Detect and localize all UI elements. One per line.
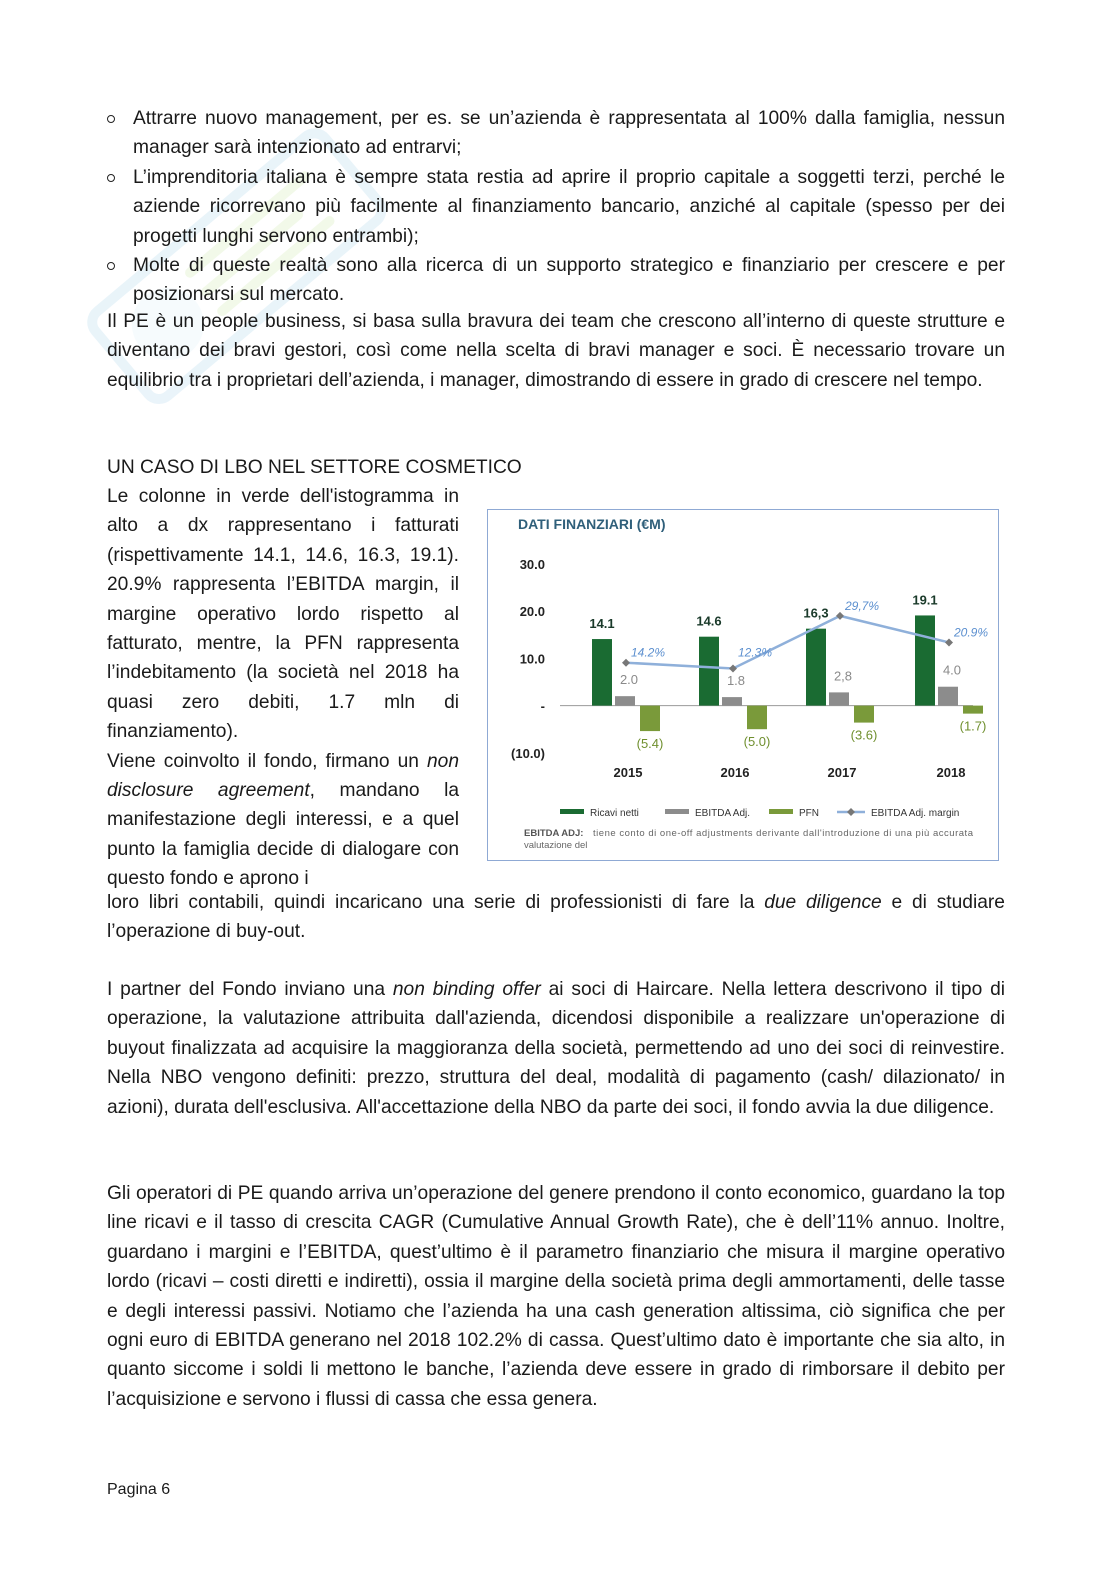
chart-note-line: valutazione del <box>524 840 588 851</box>
legend-label: EBITDA Adj. margin <box>871 808 960 819</box>
text-run: ai soci di Haircare. Nella lettera descrivono il tipo di operazione, la valutazione attribuita dall'azienda, dicendosi disponibile a realizzare un'operazione di buyout finalizzata ad acquisire la maggioranza della società, permettendo ad uno dei soci di reinvestire. Nella NBO vengono definiti: prezzo, struttura del deal, modalità di pagamento (cash/ dilazionato/ in azioni), durata dell'esclusiva. All'accettazione della NBO da parte dei soci, il fondo avvia la due diligence. <box>107 979 1005 1118</box>
data-label-ricavi: 19.1 <box>912 592 938 608</box>
data-label-ebitda: 4.0 <box>942 662 962 678</box>
data-label-ebitda: 1.8 <box>726 673 746 689</box>
bar-pfn <box>854 706 874 723</box>
italic-term: non disclosure agreement <box>107 750 459 802</box>
legend-label: Ricavi netti <box>590 808 639 819</box>
data-label-pfn: (5.4) <box>636 736 664 752</box>
y-tick-label: - <box>540 698 545 714</box>
paragraph-nda <box>107 751 459 890</box>
italic-term: due diligence <box>764 892 882 913</box>
text-run: I partner del Fondo inviano una <box>107 979 393 1000</box>
bullet-list <box>107 104 1005 310</box>
bar-ebitda-adj <box>615 696 635 705</box>
paragraph-due-diligence <box>107 888 1005 947</box>
list-item <box>107 163 1005 251</box>
chart-note-label: EBITDA ADJ: <box>524 828 584 839</box>
bullet-text: L’imprenditoria italiana è sempre stata restia ad aprire il proprio capitale a soggetti terzi, perché le aziende ricorrevano più facilmente al finanziamento bancario, anziché al capitale (spesso per dei progetti lunghi servono entrambi); <box>133 166 1005 247</box>
text-run: , mandano la manifestazione degli interessi, e a quel punto la famiglia decide di dialogare con questo fondo e aprono i <box>107 780 459 890</box>
line-marker-point <box>945 638 953 646</box>
bar-ebitda-adj <box>722 697 742 705</box>
legend-swatch <box>560 809 584 814</box>
y-tick-label: 30.0 <box>519 557 545 572</box>
bar-pfn <box>640 706 660 731</box>
paragraph-chart-description: Le colonne in verde dell'istogramma in alto a dx rappresentano i fatturati (rispettivamente 14.1, 14.6, 16.3, 19.1). 20.9% rappresenta l’EBITDA margin, il margine operativo lordo rispetto al fatturato, mentre, la PFN rappresenta l’indebitamento (la società nel 2018 ha quasi zero debiti, 1.7 mln di finanziamento). <box>107 486 459 743</box>
text-run: Viene coinvolto il fondo, firmano un <box>107 750 427 772</box>
data-label-margin: 14.2% <box>630 645 666 660</box>
text-run: e di studiare l’operazione di buy-out. <box>107 892 1005 943</box>
data-label-ebitda: 2.0 <box>619 672 639 688</box>
data-label-ricavi: 16,3 <box>803 605 829 621</box>
legend-marker <box>847 808 855 816</box>
bar-ricavi-netti <box>699 637 719 706</box>
bullet-text: Molte di queste realtà sono alla ricerca di un supporto strategico e finanziario per crescere e per posizionarsi sul mercato. <box>133 255 1005 306</box>
legend-swatch <box>665 809 689 814</box>
data-label-margin: 20.9% <box>953 625 989 640</box>
page-number: Pagina 6 <box>107 1481 171 1498</box>
bar-ricavi-netti <box>915 615 935 705</box>
legend-label: PFN <box>799 808 819 819</box>
data-label-ebitda: 2,8 <box>833 668 853 684</box>
data-label-ricavi: 14.6 <box>696 613 722 629</box>
italic-term: non binding offer <box>392 979 541 1000</box>
bar-ricavi-netti <box>592 639 612 706</box>
line-marker-point <box>729 664 737 672</box>
text-run: loro libri contabili, quindi incaricano una serie di professionisti di fare la <box>107 892 765 913</box>
y-tick-label: (10.0) <box>511 745 545 761</box>
list-item <box>107 251 1005 310</box>
y-tick-label: 20.0 <box>519 604 545 620</box>
bar-pfn <box>963 706 983 714</box>
bar-ebitda-adj <box>938 687 958 706</box>
bar-pfn <box>747 706 767 730</box>
data-label-ricavi: 14.1 <box>589 616 615 632</box>
data-label-margin: 12.3% <box>737 645 773 660</box>
line-marker-point <box>836 612 844 620</box>
data-label-margin: 29,7% <box>844 598 880 613</box>
x-tick-label: 2018 <box>936 764 966 780</box>
legend-swatch <box>769 809 793 814</box>
bullet-text: Attrarre nuovo management, per es. se un’azienda è rappresentata al 100% dalla famiglia, nessun manager sarà intenzionato ad entrarvi; <box>133 108 1005 159</box>
bar-ricavi-netti <box>806 629 826 706</box>
list-item <box>107 104 1005 163</box>
chart-canvas <box>488 510 998 860</box>
bar-ebitda-adj <box>829 692 849 705</box>
left-column-text <box>107 482 459 894</box>
chart-title: DATI FINANZIARI (€M) <box>518 516 666 532</box>
data-label-pfn: (5.0) <box>743 734 771 750</box>
x-tick-label: 2015 <box>613 764 643 780</box>
y-tick-label: 10.0 <box>519 651 545 667</box>
legend-label: EBITDA Adj. <box>695 808 751 819</box>
paragraph-pe-operators: Gli operatori di PE quando arriva un’operazione del genere prendono il conto economico, guardano la top line ricavi e il tasso di crescita CAGR (Cumulative Annual Growth Rate), che è dell’11% annuo. Inoltre, guardano i margini e l’EBITDA, quest’ultimo è il parametro finanziario che misura il margine operativo lordo (ricavi – costi diretti e indiretti), ossia il margine della società prima degli ammortamenti, delle tasse e degli interessi passivi. Notiamo che l’azienda ha una cash generation altissima, ciò significa che per ogni euro di EBITDA generano nel 2018 102.2% di cassa. Quest’ultimo dato è importante che sia alto, in quanto siccome i soldi li mettono le banche, l’azienda deve essere in grado di rimborsare il debito per l’acquisizione e servono i flussi di cassa che essa genera. <box>107 1183 1005 1410</box>
x-tick-label: 2016 <box>720 764 750 780</box>
bullet-circle-icon <box>107 115 115 123</box>
bullet-circle-icon <box>107 262 115 270</box>
chart-note-line: tiene conto di one-off adjustments derivante dall'introduzione di una più accurata <box>593 828 973 839</box>
bullet-circle-icon <box>107 174 115 182</box>
section-heading: UN CASO DI LBO NEL SETTORE COSMETICO <box>107 457 522 478</box>
x-tick-label: 2017 <box>827 764 857 780</box>
line-marker-point <box>622 659 630 667</box>
data-label-pfn: (3.6) <box>850 727 878 743</box>
paragraph-pe: Il PE è un people business, si basa sulla bravura dei team che crescono all’interno di queste strutture e diventano dei bravi gestori, così come nella scelta di bravi manager e soci. È necessario trovare un equilibrio tra i proprietari dell’azienda, i manager, dimostrando di essere in grado di crescere nel tempo. <box>107 311 1005 391</box>
financial-chart <box>487 509 999 861</box>
data-label-pfn: (1.7) <box>959 718 987 734</box>
paragraph-nbo <box>107 975 1005 1122</box>
